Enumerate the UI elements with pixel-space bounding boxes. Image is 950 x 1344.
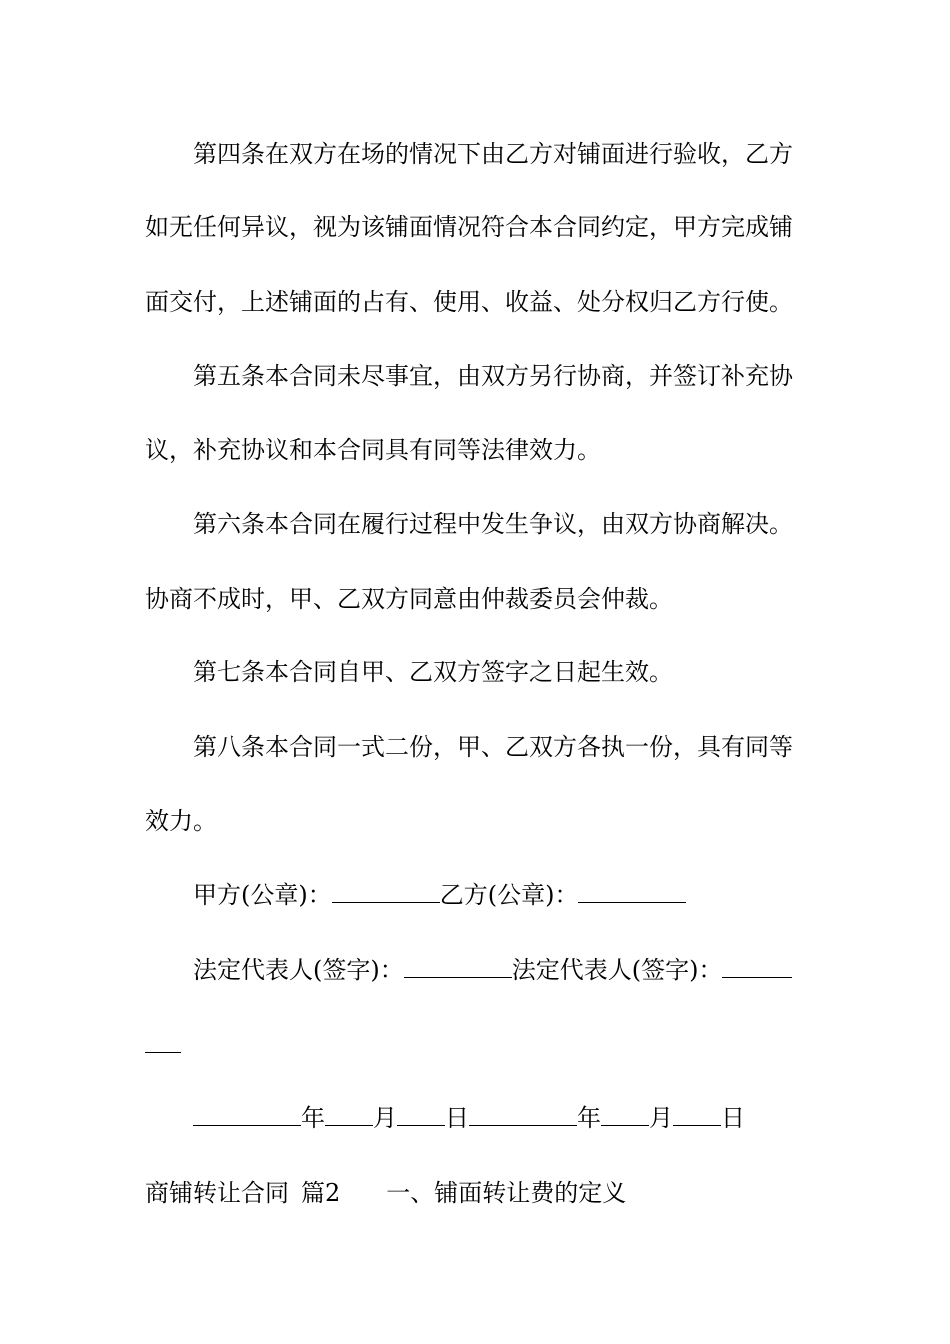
article-5-line-2: 议，补充协议和本合同具有同等法律效力。	[145, 436, 601, 464]
month-b-blank	[601, 1103, 649, 1126]
day-a-blank	[397, 1103, 445, 1126]
date-line	[193, 1103, 745, 1133]
rep-b-label: 法定代表人(签字)：	[511, 956, 723, 984]
article-6-line-1: 第六条本合同在履行过程中发生争议，由双方协商解决。	[193, 510, 793, 538]
article-6-line-2: 协商不成时，甲、乙双方同意由仲裁委员会仲裁。	[145, 585, 673, 613]
representative-line	[193, 955, 792, 985]
seal-line	[193, 880, 686, 910]
rep-b-blank-wrap	[145, 1030, 181, 1053]
rep-a-blank	[404, 955, 512, 978]
party-a-seal-blank	[332, 880, 440, 903]
rep-a-label: 法定代表人(签字)：	[193, 956, 404, 984]
article-7-line-1: 第七条本合同自甲、乙双方签字之日起生效。	[193, 658, 673, 686]
year-b-label: 年	[577, 1104, 601, 1132]
article-4-line-1: 第四条在双方在场的情况下由乙方对铺面进行验收，乙方	[193, 140, 793, 168]
representative-line-wrap	[145, 1030, 181, 1060]
next-contract-title: 商铺转让合同	[145, 1179, 289, 1207]
article-4-line-3: 面交付，上述铺面的占有、使用、收益、处分权归乙方行使。	[145, 288, 793, 316]
next-contract-part: 篇2	[301, 1179, 341, 1207]
party-b-seal-label: 乙方(公章)：	[439, 881, 579, 909]
day-a-label: 日	[445, 1104, 469, 1132]
article-8-line-2: 效力。	[145, 807, 217, 835]
article-4-line-2: 如无任何异议，视为该铺面情况符合本合同约定，甲方完成铺	[145, 213, 793, 241]
party-b-seal-blank	[578, 880, 686, 903]
article-5-line-1: 第五条本合同未尽事宜，由双方另行协商，并签订补充协	[193, 362, 793, 390]
month-b-label: 月	[649, 1104, 673, 1132]
party-a-seal-label: 甲方(公章)：	[193, 881, 332, 909]
next-contract-heading	[145, 1178, 626, 1208]
year-a-blank	[193, 1103, 301, 1126]
month-a-label: 月	[373, 1104, 397, 1132]
article-8-line-1: 第八条本合同一式二份，甲、乙双方各执一份，具有同等	[193, 733, 793, 761]
rep-b-blank	[722, 955, 792, 978]
month-a-blank	[325, 1103, 373, 1126]
next-contract-section: 一、铺面转让费的定义	[386, 1179, 627, 1207]
day-b-label: 日	[721, 1104, 745, 1132]
year-b-blank	[469, 1103, 577, 1126]
year-a-label: 年	[301, 1104, 325, 1132]
day-b-blank	[673, 1103, 721, 1126]
